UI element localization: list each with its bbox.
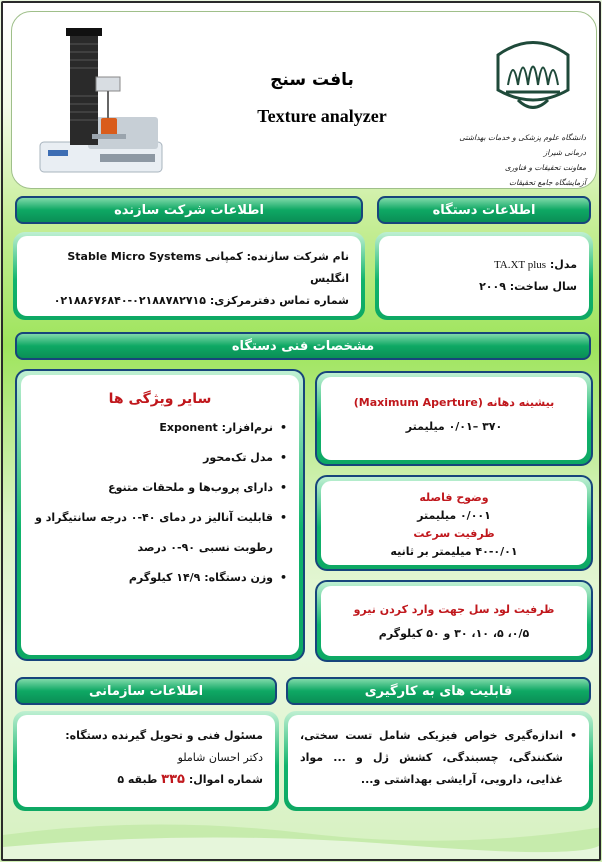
asset-number-row xyxy=(29,769,263,791)
asset-floor: طبقه ۵ xyxy=(117,773,158,786)
university-logo-icon xyxy=(488,30,578,120)
header-panel xyxy=(11,11,597,189)
device-model-label: مدل: xyxy=(549,258,577,271)
feature-item: • مدل تک‌محور xyxy=(33,443,287,473)
device-title: اطلاعات دستگاه xyxy=(432,202,536,218)
distance-resolution-title: وضوح فاصله xyxy=(419,491,489,504)
technical-manager-label: مسئول فنی و تحویل گیرنده دستگاه: xyxy=(65,729,263,742)
features-list xyxy=(33,413,287,593)
technical-manager-name: دکتر احسان شاملو xyxy=(177,751,263,764)
organization-title-bar xyxy=(15,677,277,705)
applications-title: قابلیت های به کارگیری xyxy=(364,683,513,699)
device-title-bar xyxy=(377,196,591,224)
aperture-title: بیشینه دهانه (Maximum Aperture) xyxy=(353,396,555,409)
manufacturer-box xyxy=(13,232,365,320)
device-year: سال ساخت: ۲۰۰۹ xyxy=(479,280,577,293)
loadcell-value: ۰/۵، ۵، ۱۰، ۳۰ و ۵۰ کیلوگرم xyxy=(378,627,530,640)
loadcell-box xyxy=(315,580,593,662)
specs-title: مشخصات فنی دستگاه xyxy=(231,338,375,354)
university-line-3: آزمایشگاه جامع تحقیقات xyxy=(509,178,586,187)
feature-item: • دارای پروب‌ها و ملحقات متنوع xyxy=(33,473,287,503)
aperture-value: ۳۷۰ –۰/۰۱ میلیمتر xyxy=(405,420,503,433)
asset-number-value: ۳۳۵ xyxy=(161,772,185,787)
aperture-box xyxy=(315,371,593,466)
applications-list xyxy=(300,725,577,791)
device-title-en: Texture analyzer xyxy=(257,106,387,126)
loadcell-title: ظرفیت لود سل جهت وارد کردن نیرو xyxy=(353,603,555,616)
device-box xyxy=(375,232,593,320)
university-name-block xyxy=(436,130,586,190)
university-line-2: معاونت تحقیقات و فناوری xyxy=(504,163,586,172)
manufacturer-name: نام شرکت سازنده: کمپانی Stable Micro Systems انگلیس xyxy=(67,250,349,285)
features-box xyxy=(15,369,305,661)
feature-item: • قابلیت آنالیز در دمای ۴۰-۰ درجه سانتیگراد و رطوبت نسبی ۹۰-۰ درصد xyxy=(33,503,287,563)
resolution-box xyxy=(315,475,593,571)
applications-text: • اندازه‌گیری خواص فیزیکی شامل تست سختی، شکنندگی، چسبندگی، کشش ژل و ... مواد غذایی، دارویی، آرایشی بهداشتی و... xyxy=(300,725,577,791)
organization-box xyxy=(13,711,279,811)
bottom-decoration xyxy=(3,815,601,861)
manufacturer-phone: شماره تماس دفترمرکزی: ۰۲۱۸۸۷۸۲۷۱۵-۰۲۱۸۸۶۷۶۸۴۰ xyxy=(53,294,349,307)
university-line-1: دانشگاه علوم پزشکی و خدمات بهداشتی درمانی شیراز xyxy=(459,133,586,157)
poster-page xyxy=(1,1,601,861)
texture-analyzer-image xyxy=(30,22,170,182)
specs-title-bar xyxy=(15,332,591,360)
feature-item: • نرم‌افزار: Exponent xyxy=(33,413,287,443)
distance-resolution-value: ۰/۰۰۱ میلیمتر xyxy=(417,509,491,522)
speed-capacity-value: ۴۰-۰/۰۱ میلیمتر بر ثانیه xyxy=(390,545,518,558)
organization-title: اطلاعات سازمانی xyxy=(88,683,204,699)
applications-title-bar xyxy=(286,677,591,705)
features-title: سایر ویژگی ها xyxy=(108,391,212,407)
manufacturer-title-bar xyxy=(15,196,363,224)
manufacturer-title: اطلاعات شرکت سازنده xyxy=(114,202,264,218)
device-title-fa: بافت سنج xyxy=(270,70,354,90)
feature-item: • وزن دستگاه: ۱۴/۹ کیلوگرم xyxy=(33,563,287,593)
speed-capacity-title: ظرفیت سرعت xyxy=(413,527,495,540)
device-model-row xyxy=(391,254,577,276)
applications-box xyxy=(284,711,593,811)
asset-number-label: شماره اموال: xyxy=(188,773,263,786)
device-model-value: TA.XT plus xyxy=(493,259,547,271)
